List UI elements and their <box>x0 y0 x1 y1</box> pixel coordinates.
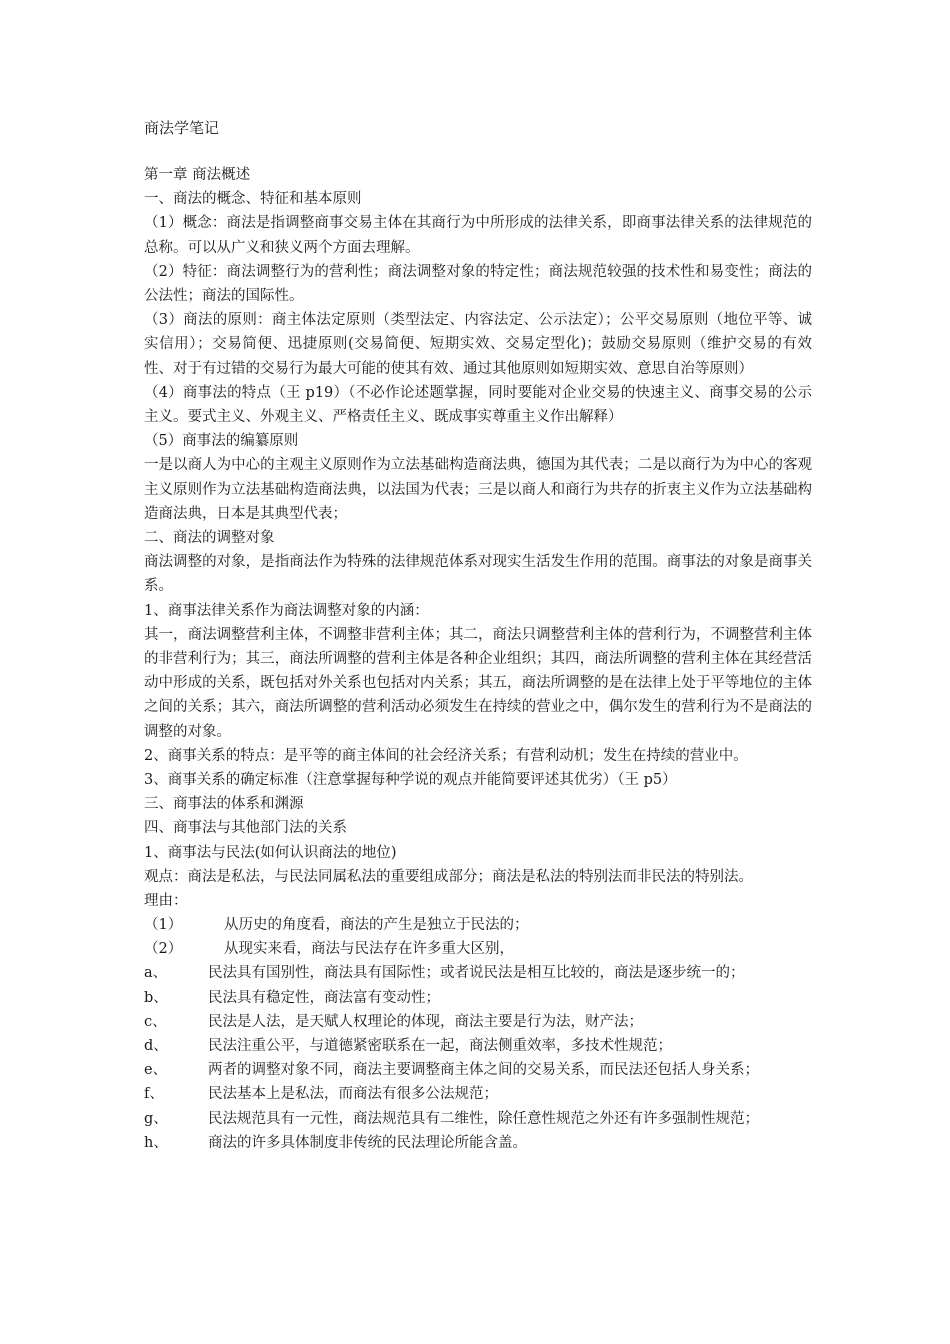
difference-marker: c、 <box>144 1013 167 1030</box>
difference-marker: g、 <box>144 1110 168 1127</box>
subheading-connotation: 1、商事法律关系作为商法调整对象的内涵： <box>144 602 429 619</box>
difference-marker: b、 <box>144 989 168 1006</box>
difference-item <box>144 1034 812 1058</box>
difference-item <box>144 1107 812 1131</box>
paragraph-characteristics: （4）商事法的特点（王 p19）（不必作论述题掌握，同时要能对企业交易的快速主义、商事交易的公示主义。要式主义、外观主义、严格责任主义、既成事实尊重主义作出解释） <box>144 384 812 425</box>
paragraph-connotation: 其一，商法调整营利主体，不调整非营利主体；其二，商法只调整营利主体的营利行为，不调整营利主体的非营利行为；其三，商法所调整的营利主体是各种企业组织；其四，商法所调整的营利主体在其经营活动中形成的关系，既包括对外关系也包括对内关系；其五，商法所调整的是在法律上处于平等地位的主体之间的关系；其六，商法所调整的营利活动必须发生在持续的营业之中，偶尔发生的营利行为不是商法的调整的对象。 <box>144 626 812 740</box>
difference-item <box>144 1010 812 1034</box>
reason-item <box>144 913 812 937</box>
section-heading-1: 一、商法的概念、特征和基本原则 <box>144 191 362 208</box>
difference-text: 民法具有国别性，商法具有国际性；或者说民法是相互比较的，商法是逐步统一的； <box>208 965 745 982</box>
difference-marker: e、 <box>144 1062 168 1079</box>
difference-marker: h、 <box>144 1134 168 1151</box>
difference-text: 商法的许多具体制度非传统的民法理论所能含盖。 <box>208 1134 527 1151</box>
difference-text: 民法注重公平，与道德紧密联系在一起，商法侧重效率，多技术性规范； <box>208 1038 672 1055</box>
paragraph-relation-features: 2、商事关系的特点：是平等的商主体间的社会经济关系；有营利动机；发生在持续的营业中。 <box>144 747 748 764</box>
section-heading-4: 四、商事法与其他部门法的关系 <box>144 820 347 837</box>
difference-text: 民法具有稳定性，商法富有变动性； <box>208 989 440 1006</box>
difference-marker: a、 <box>144 965 168 982</box>
subheading-civil-law: 1、商事法与民法(如何认识商法的地位) <box>144 844 397 861</box>
reason-marker: （2） <box>144 941 183 958</box>
paragraph-codification-heading: （5）商事法的编纂原则 <box>144 433 299 450</box>
section-heading-3: 三、商事法的体系和渊源 <box>144 796 304 813</box>
reason-text: 从现实来看，商法与民法存在许多重大区别， <box>224 941 514 958</box>
paragraph-features: （2）特征：商法调整行为的营利性；商法调整对象的特定性；商法规范较强的技术性和易变性；商法的公法性；商法的国际性。 <box>144 263 812 304</box>
chapter-heading: 第一章 商法概述 <box>144 167 251 183</box>
paragraph-object: 商法调整的对象，是指商法作为特殊的法律规范体系对现实生活发生作用的范围。商事法的对象是商事关系。 <box>144 554 812 595</box>
difference-item <box>144 1082 812 1106</box>
difference-marker: f、 <box>144 1086 164 1103</box>
difference-text: 民法是人法，是天赋人权理论的体现，商法主要是行为法，财产法； <box>208 1013 643 1030</box>
reason-marker: （1） <box>144 917 183 934</box>
difference-text: 民法基本上是私法，而商法有很多公法规范； <box>208 1086 498 1103</box>
document-title: 商法学笔记 <box>144 119 220 137</box>
difference-item <box>144 986 812 1010</box>
paragraph-codification: 一是以商人为中心的主观主义原则作为立法基础构造商法典，德国为其代表；二是以商行为为中心的客观主义原则作为立法基础构造商法典，以法国为代表；三是以商人和商行为共存的折衷主义作为立法基础构造商法典，日本是其典型代表； <box>144 457 812 522</box>
reason-item <box>144 937 812 961</box>
difference-marker: d、 <box>144 1038 168 1055</box>
difference-text: 两者的调整对象不同，商法主要调整商主体之间的交易关系，而民法还包括人身关系； <box>208 1062 759 1079</box>
reason-text: 从历史的角度看，商法的产生是独立于民法的； <box>224 917 529 934</box>
difference-text: 民法规范具有一元性，商法规范具有二维性，除任意性规范之外还有许多强制性规范； <box>208 1110 759 1127</box>
section-heading-2: 二、商法的调整对象 <box>144 530 275 546</box>
difference-item <box>144 1131 812 1155</box>
difference-item <box>144 1058 812 1082</box>
difference-item <box>144 961 812 985</box>
paragraph-concept: （1）概念：商法是指调整商事交易主体在其商行为中所形成的法律关系，即商事法律关系的法律规范的总称。可以从广义和狭义两个方面去理解。 <box>144 215 812 256</box>
paragraph-principles: （3）商法的原则：商主体法定原则（类型法定、内容法定、公示法定）；公平交易原则（地位平等、诚实信用）；交易简便、迅捷原则(交易简便、短期实效、交易定型化)；鼓励交易原则（维护交易的有效性、对于有过错的交易行为最大可能的使其有效、通过其他原则如短期实效、意思自治等原则） <box>144 312 812 377</box>
paragraph-relation-standard: 3、商事关系的确定标准（注意掌握每种学说的观点并能简要评述其优劣）（王 p5） <box>144 771 677 788</box>
document-body <box>144 163 812 1155</box>
paragraph-reasons-label: 理由： <box>144 892 188 909</box>
paragraph-viewpoint: 观点：商法是私法，与民法同属私法的重要组成部分；商法是私法的特别法而非民法的特别法。 <box>144 868 753 885</box>
